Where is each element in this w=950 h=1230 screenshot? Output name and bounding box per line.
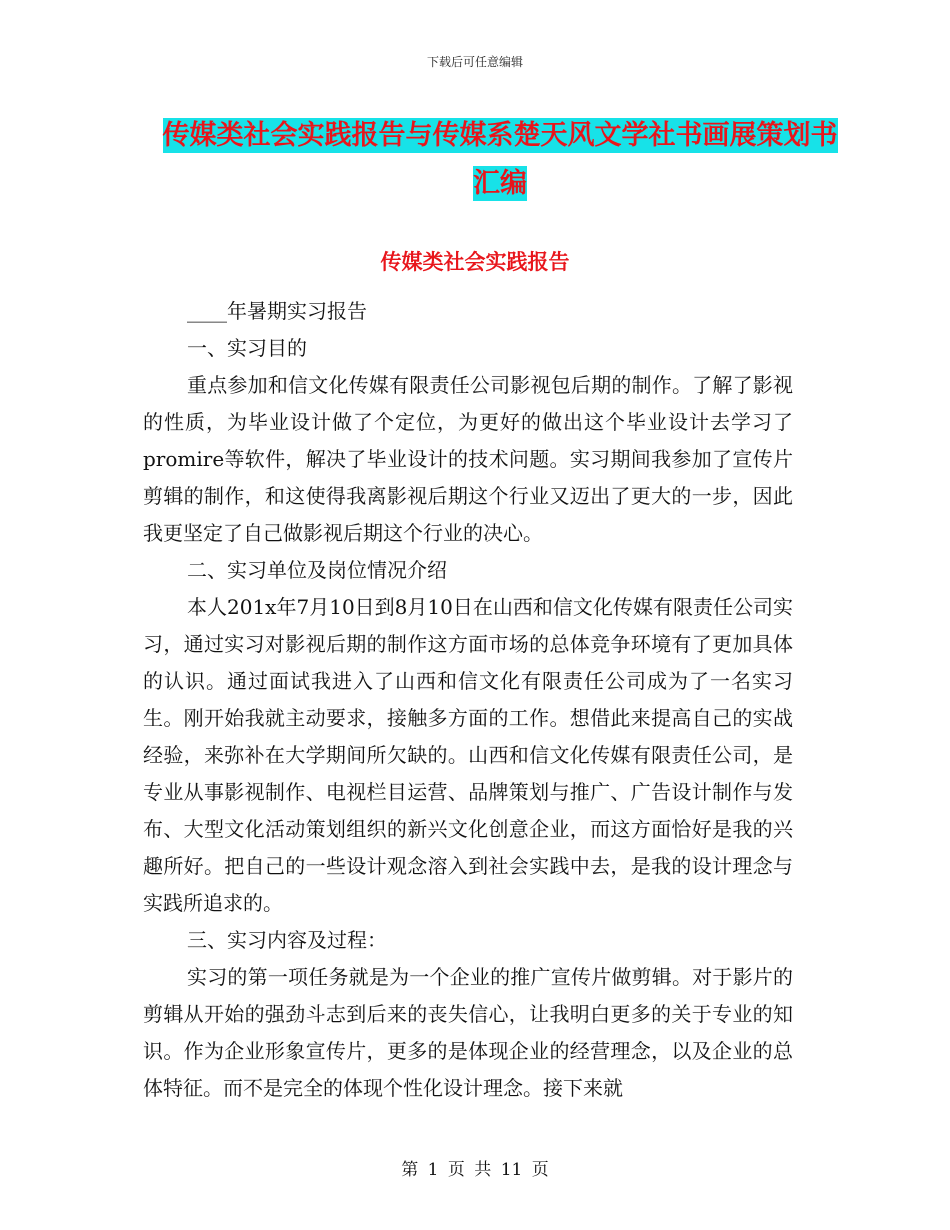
paragraph-report-heading: ____年暑期实习报告	[187, 299, 367, 323]
paragraph-heading-unit: 二、实习单位及岗位情况介绍	[187, 558, 447, 582]
paragraph-content: 实习的第一项任务就是为一个企业的推广宣传片做剪辑。对于影片的剪辑从开始的强劲斗志到后来的丧失信心，让我明白更多的关于专业的知识。作为企业形象宣传片，更多的是体现企业的经营理念，以及企业的总体特征。而不是完全的体现个性化设计理念。接下来就	[143, 965, 793, 1100]
page-footer: 第 1 页 共 11 页	[401, 1160, 549, 1180]
paragraph-purpose: 重点参加和信文化传媒有限责任公司影视包后期的制作。了解了影视的性质，为毕业设计做了个定位，为更好的做出这个毕业设计去学习了promire等软件，解决了毕业设计的技术问题。实习期间我参加了宣传片剪辑的制作，和这使得我离影视后期这个行业又迈出了更大的一步，因此我更坚定了自己做影视后期这个行业的决心。	[143, 373, 793, 545]
paragraph-heading-purpose: 一、实习目的	[187, 336, 307, 360]
section-title: 传媒类社会实践报告	[380, 249, 570, 274]
paragraph-unit: 本人201x年7月10日到8月10日在山西和信文化传媒有限责任公司实习，通过实习对影视后期的制作这方面市场的总体竞争环境有了更加具体的认识。通过面试我进入了山西和信文化有限责任公司成为了一名实习生。刚开始我就主动要求，接触多方面的工作。想借此来提高自己的实战经验，来弥补在大学期间所欠缺的。山西和信文化传媒有限责任公司，是专业从事影视制作、电视栏目运营、品牌策划与推广、广告设计制作与发布、大型文化活动策划组织的新兴文化创意企业，而这方面恰好是我的兴趣所好。把自己的一些设计观念溶入到社会实践中去，是我的设计理念与实践所追求的。	[143, 595, 793, 915]
document-body	[143, 293, 793, 1107]
document-title-text: 传媒类社会实践报告与传媒系楚天风文学社书画展策划书汇编	[162, 120, 838, 199]
header-note: 下载后可任意编辑	[426, 55, 523, 69]
document-title	[150, 112, 850, 208]
paragraph-heading-content: 三、实习内容及过程：	[187, 928, 387, 952]
